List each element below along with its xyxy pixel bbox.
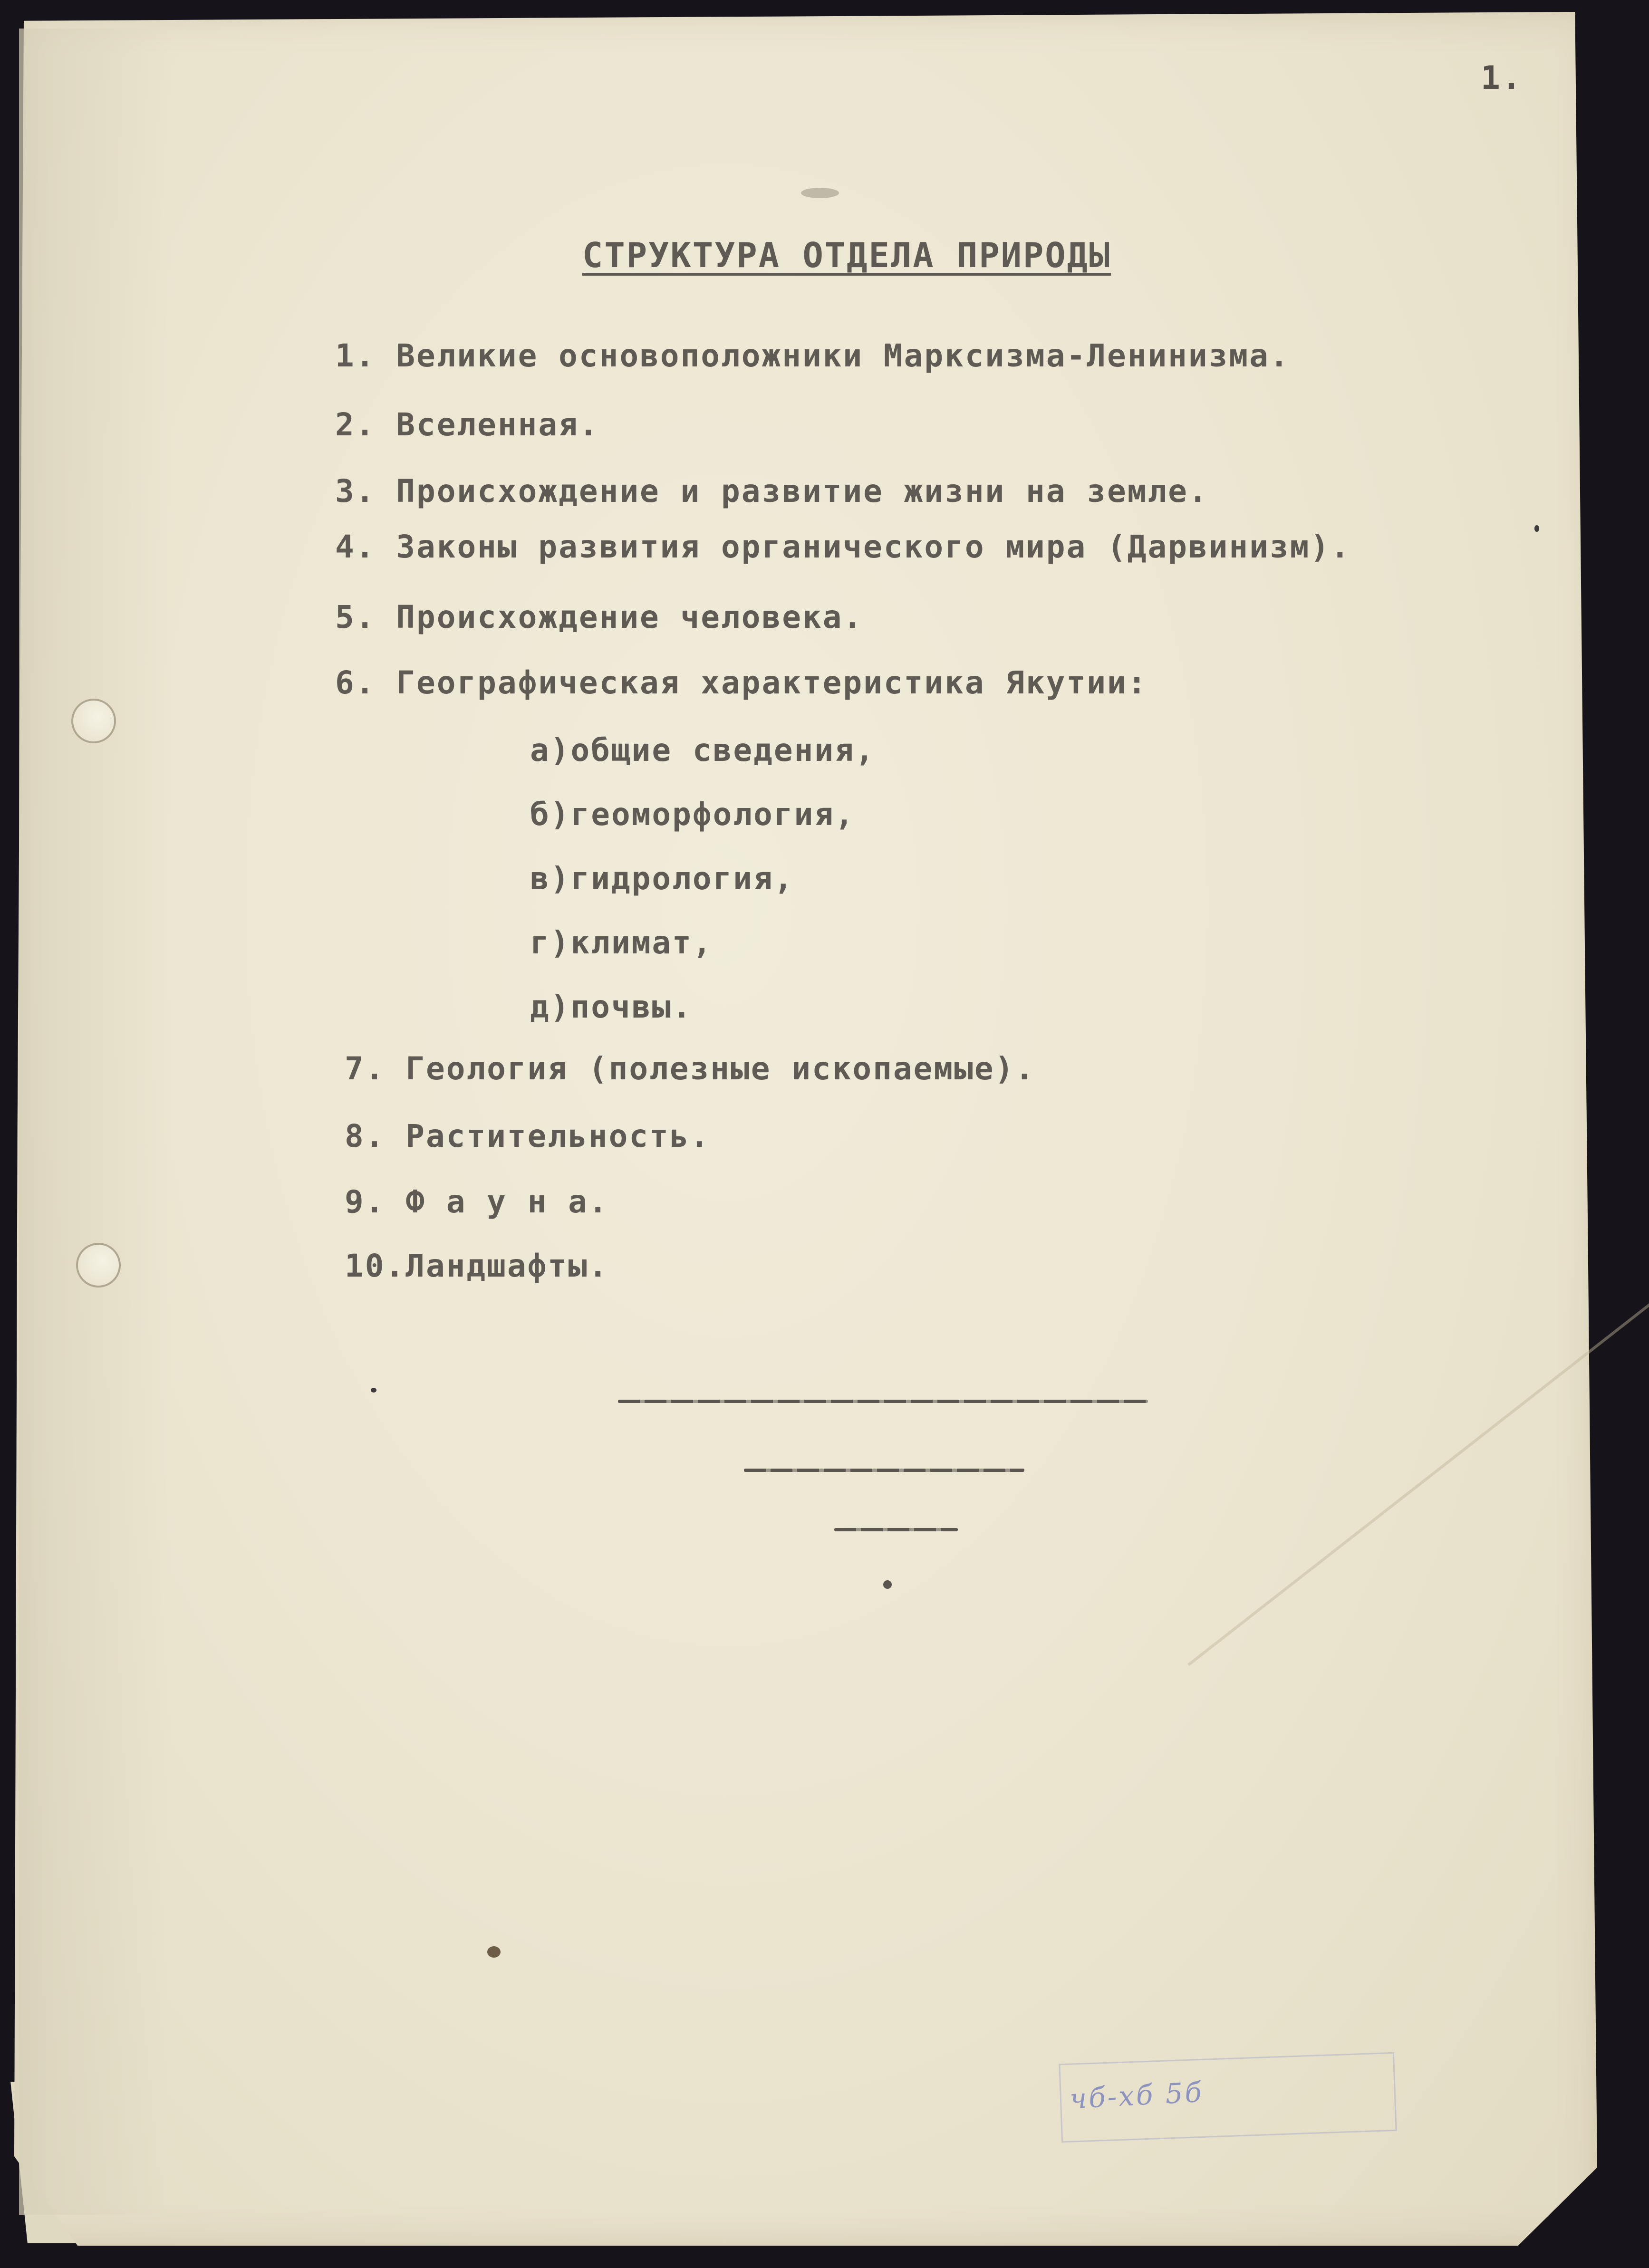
item-text: Законы развития органического мира (Дарвинизм). — [396, 529, 1351, 565]
item-number: 8. — [345, 1118, 386, 1154]
ink-smudge — [801, 188, 839, 198]
item-text: Географическая характеристика Якутии: — [396, 664, 1148, 701]
item-text: Растительность. — [405, 1118, 711, 1154]
item-number: 3. — [335, 473, 376, 509]
sub-list-item — [530, 860, 794, 897]
list-item — [345, 1248, 609, 1284]
item-number: 7. — [345, 1050, 386, 1087]
sub-item-text: геоморфология, — [570, 796, 855, 833]
punch-hole-top — [71, 699, 116, 743]
sub-item-text: климат, — [570, 924, 713, 961]
sub-item-letter: б) — [530, 796, 571, 833]
item-number: 4. — [335, 529, 376, 565]
sub-list-item — [530, 732, 876, 769]
item-text: Происхождение человека. — [396, 599, 864, 635]
sub-item-text: общие сведения, — [570, 732, 876, 769]
item-text: Происхождение и развитие жизни на земле. — [396, 473, 1209, 509]
list-item — [335, 406, 599, 443]
sub-item-letter: а) — [530, 732, 571, 769]
list-item — [345, 1183, 609, 1220]
sub-item-text: почвы. — [570, 989, 693, 1025]
list-item — [335, 664, 1148, 701]
item-number: 9. — [345, 1183, 386, 1220]
list-item — [335, 529, 1351, 565]
paper-speck — [371, 1388, 376, 1393]
item-number: 1. — [335, 337, 376, 374]
item-text: Ф а у н а. — [405, 1183, 609, 1220]
page-number: 1. — [1481, 59, 1523, 97]
item-number: 6. — [335, 664, 376, 701]
paper-left-strip — [19, 29, 171, 2215]
punch-hole-bottom — [76, 1243, 121, 1288]
list-item — [345, 1050, 1035, 1087]
list-item — [345, 1118, 710, 1154]
sub-item-text: гидрология, — [570, 860, 794, 897]
item-text: Вселенная. — [396, 406, 599, 443]
sub-list-item — [530, 796, 855, 833]
paper-speck — [1534, 525, 1539, 532]
list-item — [335, 337, 1290, 374]
item-text: Ландшафты. — [405, 1248, 609, 1284]
closing-divider-short — [834, 1528, 958, 1531]
closing-divider-long — [618, 1400, 1148, 1403]
list-item — [335, 599, 863, 635]
item-text: Геология (полезные ископаемые). — [405, 1050, 1036, 1087]
paper-speck — [487, 1946, 501, 1958]
item-number: 5. — [335, 599, 376, 635]
sub-item-letter: д) — [530, 989, 571, 1025]
sub-list-item — [530, 924, 713, 961]
archive-pencil-mark: чб-хб 5б — [1069, 2076, 1205, 2115]
sub-item-letter: в) — [530, 860, 571, 897]
list-item — [335, 473, 1209, 509]
item-text: Великие основоположники Марксизма-Ленинизма. — [396, 337, 1290, 374]
document-title: СТРУКТУРА ОТДЕЛА ПРИРОДЫ — [582, 235, 1111, 275]
closing-dot — [883, 1580, 892, 1589]
sub-list-item — [530, 989, 693, 1025]
closing-divider-medium — [744, 1469, 1024, 1472]
item-number: 2. — [335, 406, 376, 443]
sub-item-letter: г) — [530, 924, 571, 961]
item-number: 10. — [345, 1248, 406, 1284]
